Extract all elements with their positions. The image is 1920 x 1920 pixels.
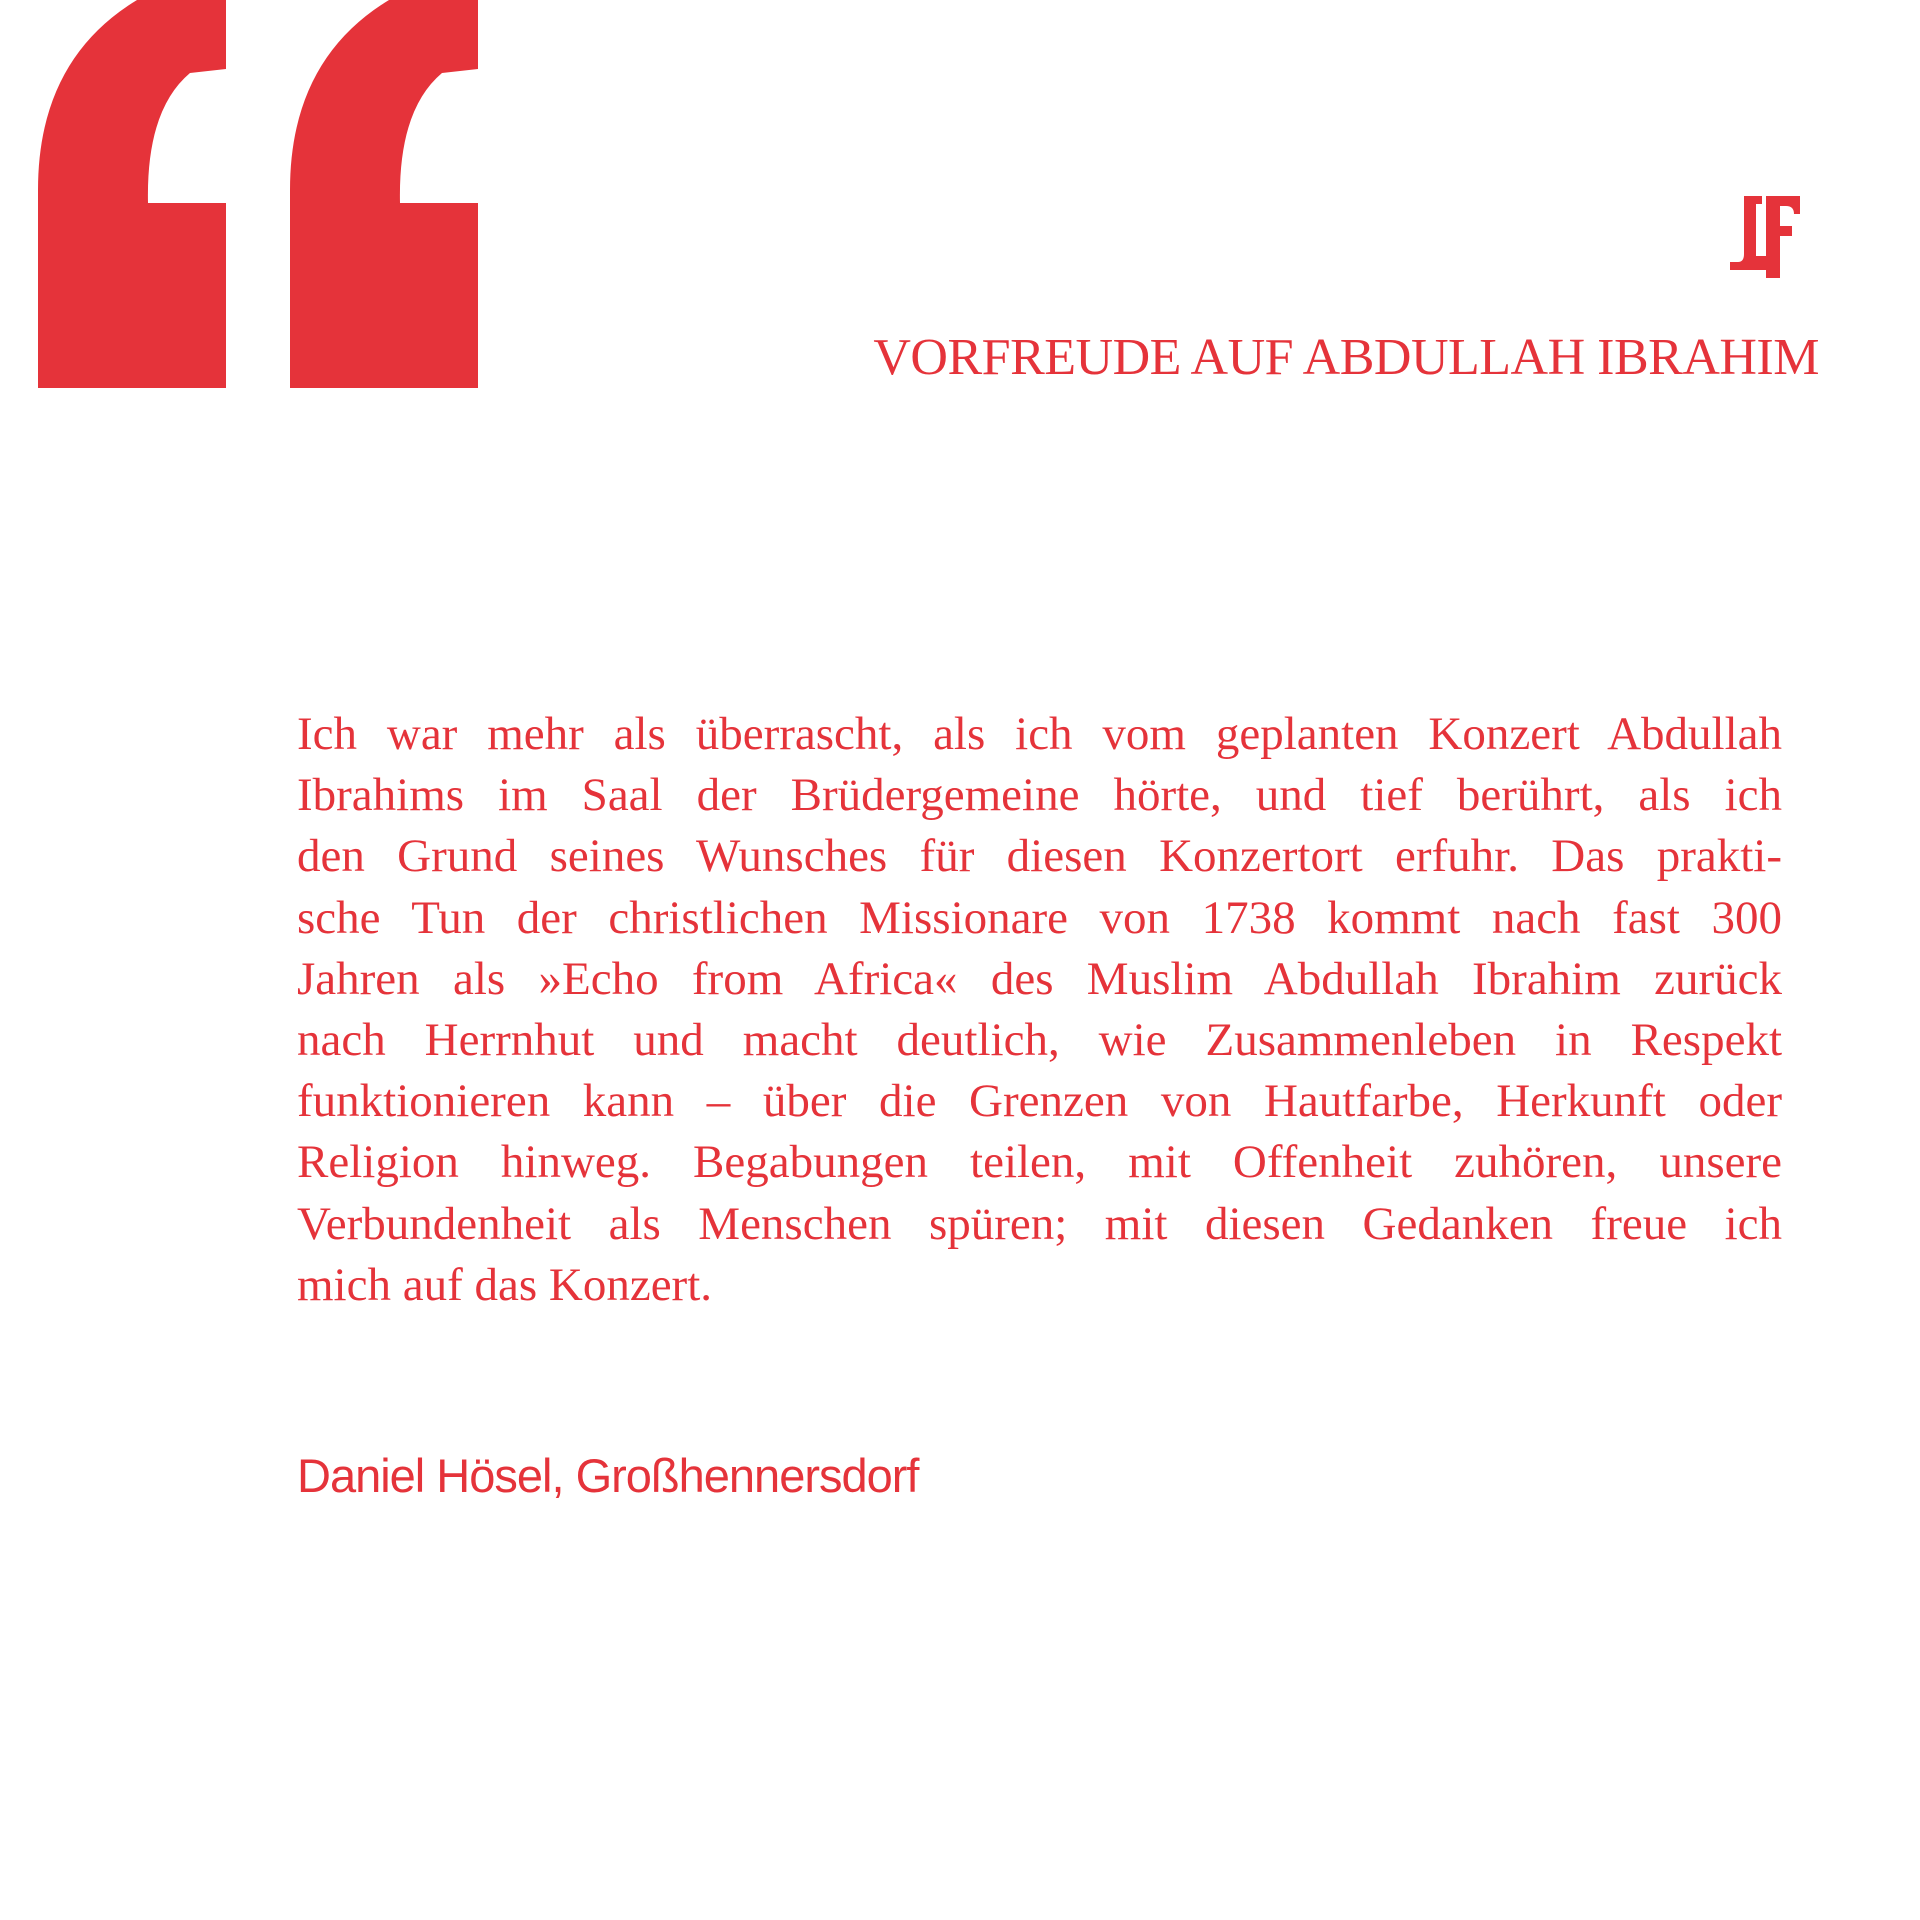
quote-line: nach Herrnhut und macht deutlich, wie Zusammenleben in Respekt	[297, 1014, 1782, 1067]
page-title: VORFREUDE AUF ABDULLAH IBRAHIM	[873, 329, 1819, 386]
quote-line: Ibrahims im Saal der Brüdergemeine hörte, und tief berührt, als ich	[297, 769, 1782, 822]
quote-line: Religion hinweg. Begabungen teilen, mit Offenheit zuhören, unsere	[297, 1136, 1782, 1189]
quote-line: Jahren als »Echo from Africa« des Muslim Abdullah Ibrahim zurück	[297, 952, 1782, 1005]
quote-line: sche Tun der christlichen Missionare von 1738 kommt nach fast 300	[297, 891, 1782, 944]
quote-attribution: Daniel Hösel, Großhennersdorf	[297, 1449, 919, 1502]
quote-line: den Grund seines Wunsches für diesen Konzertort erfuhr. Das prakti-	[297, 830, 1782, 883]
quote-text	[297, 704, 1782, 1316]
quote-line: Ich war mehr als überrascht, als ich vom geplanten Konzert Abdullah	[297, 708, 1782, 760]
brand-logo-icon	[1730, 196, 1800, 278]
opening-double-quote-icon	[0, 0, 500, 400]
quote-line: funktionieren kann – über die Grenzen von Hautfarbe, Herkunft oder	[297, 1075, 1782, 1128]
quote-line: Verbundenheit als Menschen spüren; mit diesen Gedanken freue ich	[297, 1197, 1782, 1250]
quote-line: mich auf das Konzert.	[297, 1258, 713, 1311]
